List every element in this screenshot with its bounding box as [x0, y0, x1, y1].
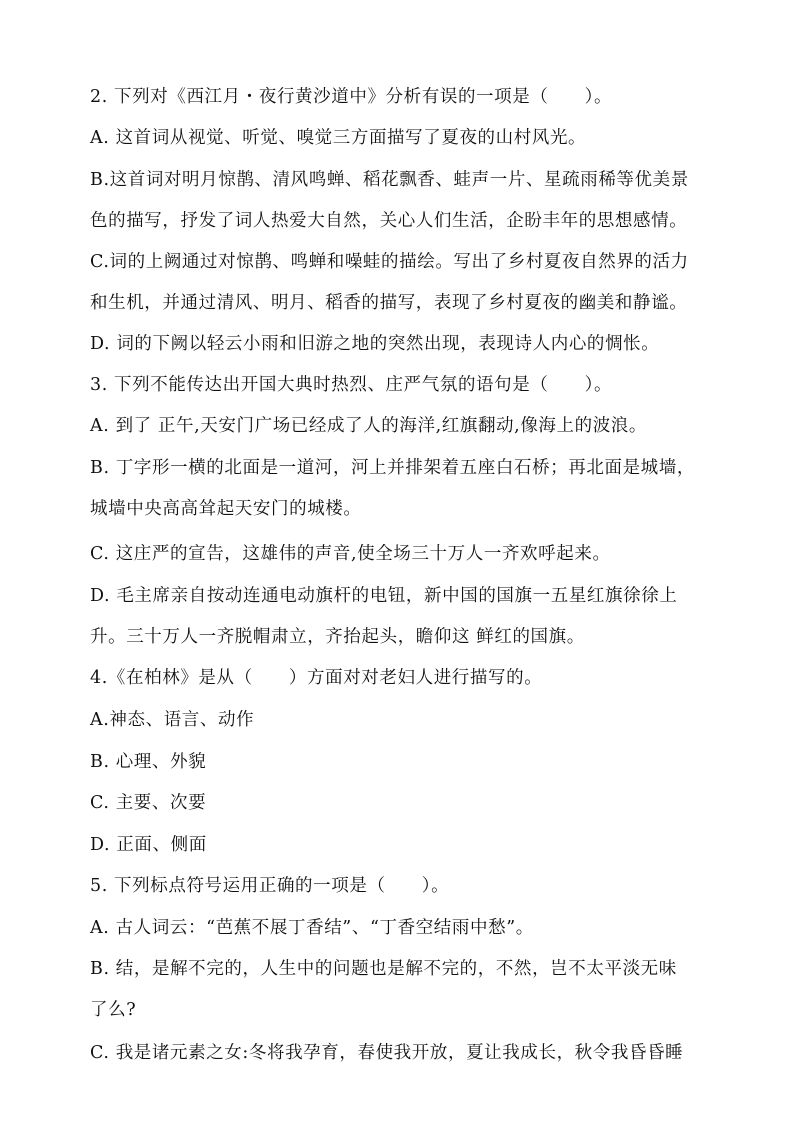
question-3-stem: 3. 下列不能传达出开国大典时热烈、庄严气氛的语句是（ ）。	[90, 375, 613, 395]
question-4-option-d: D. 正面、侧面	[90, 835, 207, 855]
question-2-option-b: B.这首词对明月惊鹊、清风鸣蝉、稻花飘香、蛙声一片、星疏雨稀等优美景	[90, 170, 689, 190]
question-4-option-a: A.神态、语言、动作	[90, 710, 255, 730]
question-2-option-a: A. 这首词从视觉、听觉、嗅觉三方面描写了夏夜的山村风光。	[90, 128, 587, 148]
question-3-option-d: D. 毛主席亲自按动连通电动旗杆的电钮，新中国的国旗一五星红旗徐徐上	[90, 586, 678, 606]
question-5-stem: 5. 下列标点符号运用正确的一项是（ ）。	[90, 876, 450, 896]
question-2-option-b-cont: 色的描写，抒发了词人热爱大自然，关心人们生活，企盼丰年的思想感情。	[90, 211, 688, 231]
question-5-option-c: C. 我是诸元素之女:冬将我孕育，春使我开放，夏让我成长，秋令我昏昏睡	[90, 1043, 684, 1063]
question-3-option-a: A. 到了 正午,天安门广场已经成了人的海洋,红旗翻动,像海上的波浪。	[90, 416, 648, 436]
question-2-option-d: D. 词的下阙以轻云小雨和旧游之地的突然出现，表现诗人内心的惆怅。	[90, 334, 660, 354]
question-2-option-c-cont: 和生机，并通过清风、明月、稻香的描写，表现了乡村夏夜的幽美和静谧。	[90, 293, 688, 313]
question-3-option-c: C. 这庄严的宣告，这雄伟的声音,使全场三十万人一齐欢呼起来。	[90, 544, 611, 564]
question-4-option-c: C. 主要、次要	[90, 793, 207, 813]
question-3-option-b-cont: 城墙中央高高耸起天安门的城楼。	[90, 499, 362, 519]
question-5-option-a: A. 古人词云：“芭蕉不展丁香结”、“丁香空结雨中愁”。	[90, 918, 534, 938]
question-3-option-d-cont: 升。三十万人一齐脱帽肃立，齐抬起头，瞻仰这 鲜红的国旗。	[90, 627, 585, 647]
question-3-option-b: B. 丁字形一横的北面是一道河，河上并排架着五座白石桥；再北面是城墙，	[90, 458, 695, 478]
question-5-option-b: B. 结，是解不完的，人生中的问题也是解不完的，不然，岂不太平淡无味	[90, 959, 677, 979]
question-4-stem: 4.《在柏林》是从（ ）方面对对老妇人进行描写的。	[90, 668, 543, 688]
question-5-option-b-cont: 了么?	[90, 1000, 137, 1020]
question-2-option-c: C.词的上阙通过对惊鹊、鸣蝉和噪蛙的描绘。写出了乡村夏夜自然界的活力	[90, 252, 689, 272]
question-4-option-b: B. 心理、外貌	[90, 752, 207, 772]
question-2-stem: 2. 下列对《西江月・夜行黄沙道中》分析有误的一项是（ ）。	[90, 87, 613, 107]
